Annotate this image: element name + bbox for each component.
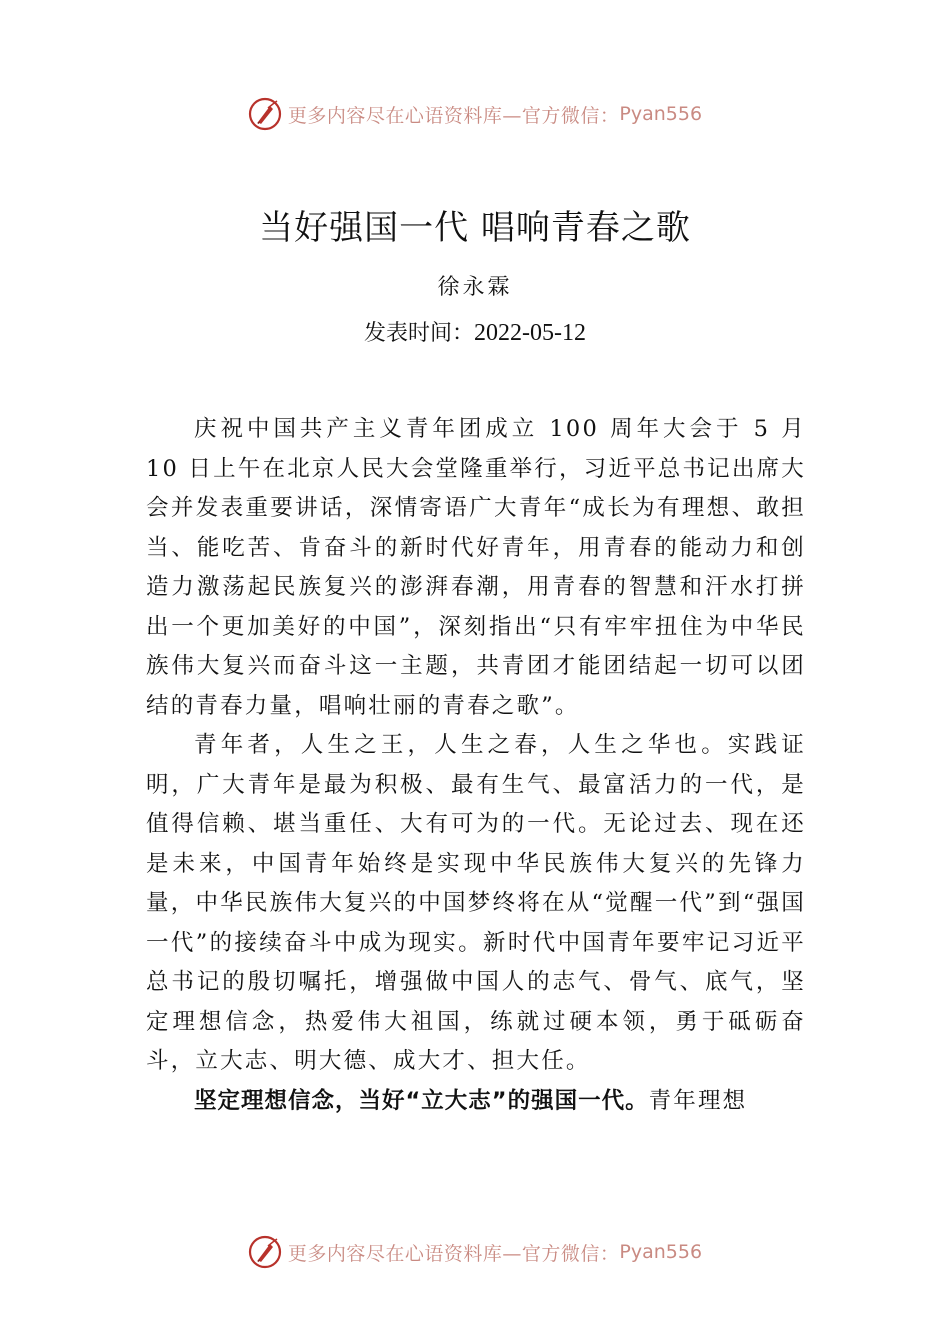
header-banner[interactable]	[0, 94, 950, 134]
footer-wechat-id: Pyan556	[619, 1241, 703, 1263]
quill-pen-logo-icon	[248, 1235, 282, 1269]
header-banner-text: 更多内容尽在心语资料库—官方微信：	[287, 104, 620, 127]
article-body	[146, 410, 806, 1121]
article-author: 徐永霖	[437, 275, 513, 300]
paragraph-3	[146, 1082, 806, 1122]
article-title: 当好强国一代 唱响青春之歌	[259, 208, 691, 248]
paragraph-1: 庆祝中国共产主义青年团成立 100 周年大会于 5 月 10 日上午在北京人民大会堂隆重举行，习近平总书记出席大会并发表重要讲话，深情寄语广大青年“成长为有理想、敢担当、能吃苦、肯奋斗的新时代好青年，用青春的能动力和创造力激荡起民族复兴的澎湃春潮，用青春的智慧和汗水打拼出一个更加美好的中国”，深刻指出“只有牢牢扭住为中华民族伟大复兴而奋斗这一主题，共青团才能团结起一切可以团结的青春力量，唱响壮丽的青春之歌”。	[146, 416, 806, 719]
section-text: 青年理想	[648, 1087, 748, 1114]
publish-date-label: 发表时间：	[364, 321, 475, 346]
section-lead: 坚定理想信念，当好“立大志”的强国一代。	[194, 1087, 649, 1114]
header-wechat-id: Pyan556	[619, 103, 703, 125]
footer-banner-text: 更多内容尽在心语资料库—官方微信：	[287, 1242, 620, 1265]
footer-banner[interactable]	[0, 1232, 950, 1272]
paragraph-2: 青年者，人生之王，人生之春，人生之华也。实践证明，广大青年是最为积极、最有生气、最富活力的一代，是值得信赖、堪当重任、大有可为的一代。无论过去、现在还是未来，中国青年始终是实现中华民族伟大复兴的先锋力量，中华民族伟大复兴的中国梦终将在从“觉醒一代”到“强国一代”的接续奋斗中成为现实。新时代中国青年要牢记习近平总书记的殷切嘱托，增强做中国人的志气、骨气、底气，坚定理想信念，热爱伟大祖国，练就过硬本领，勇于砥砺奋斗，立大志、明大德、成大才、担大任。	[146, 732, 806, 1074]
publish-date-value: 2022-05-12	[474, 320, 586, 346]
publish-date	[0, 316, 950, 347]
quill-pen-logo-icon	[248, 97, 282, 131]
